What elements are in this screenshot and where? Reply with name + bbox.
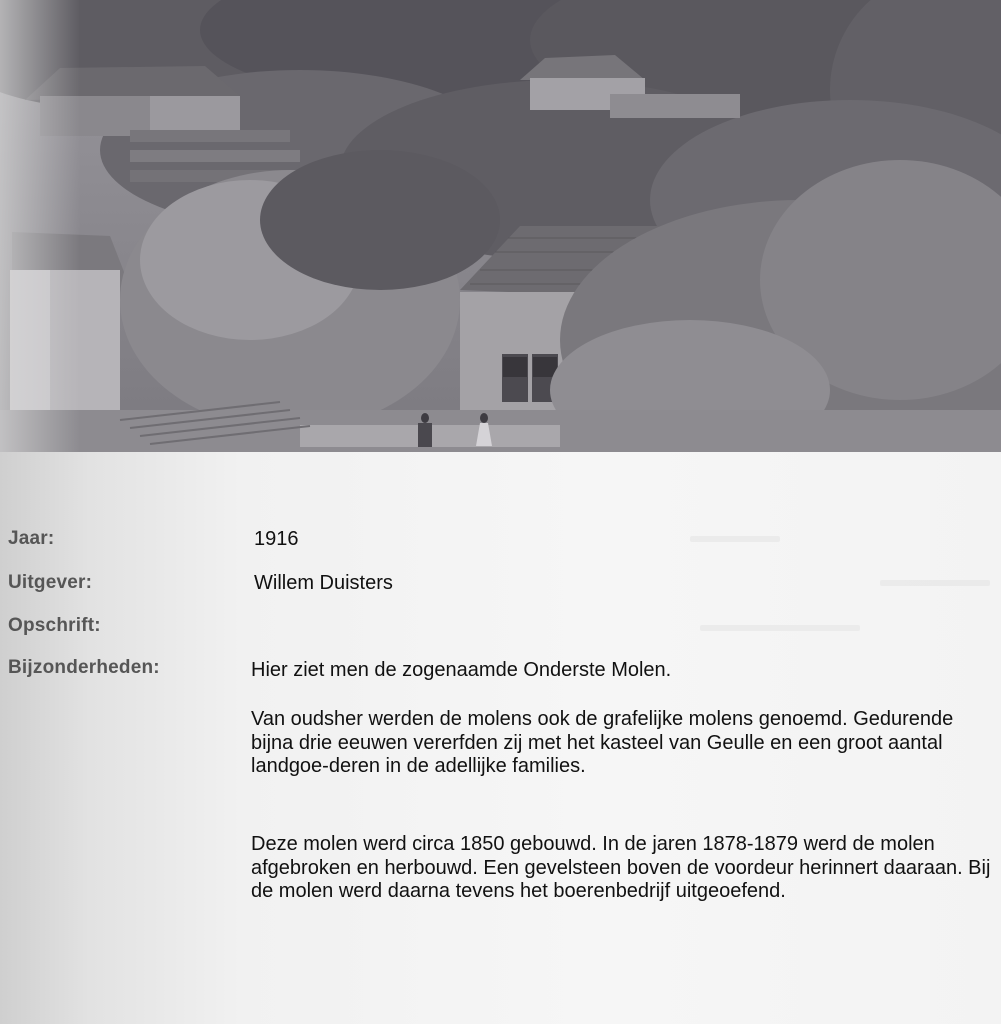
paragraph-2: Van oudsher werden de molens ook de grafelijke molens genoemd. Gedurende bijna drie eeuwen vererfden zij met het kasteel van Geulle en een groot aantal landgoe-deren in de adellijke families. [251,708,954,777]
label-opschrift: Opschrift: [8,615,101,636]
value-uitgever: Willem Duisters [254,572,393,594]
value-jaar: 1916 [254,528,299,550]
paragraph-3: Deze molen werd circa 1850 gebouwd. In de jaren 1878-1879 werd de molen afgebroken en herbouwd. Een gevelsteen boven de voordeur herinnert daaraan. Bij de molen werd daarna tevens het boerenbedrijf uitgeoefend. [251,833,991,902]
label-uitgever: Uitgever: [8,572,93,593]
bleed-through-mark [690,536,780,542]
bleed-through-mark [880,580,990,586]
label-jaar: Jaar: [8,528,55,549]
historic-photo-watermill-icon [0,0,1001,452]
label-bijzonderheden: Bijzonderheden: [8,657,160,678]
paragraph-1: Hier ziet men de zogenaamde Onderste Molen. [251,659,672,681]
bleed-through-mark [700,625,860,631]
